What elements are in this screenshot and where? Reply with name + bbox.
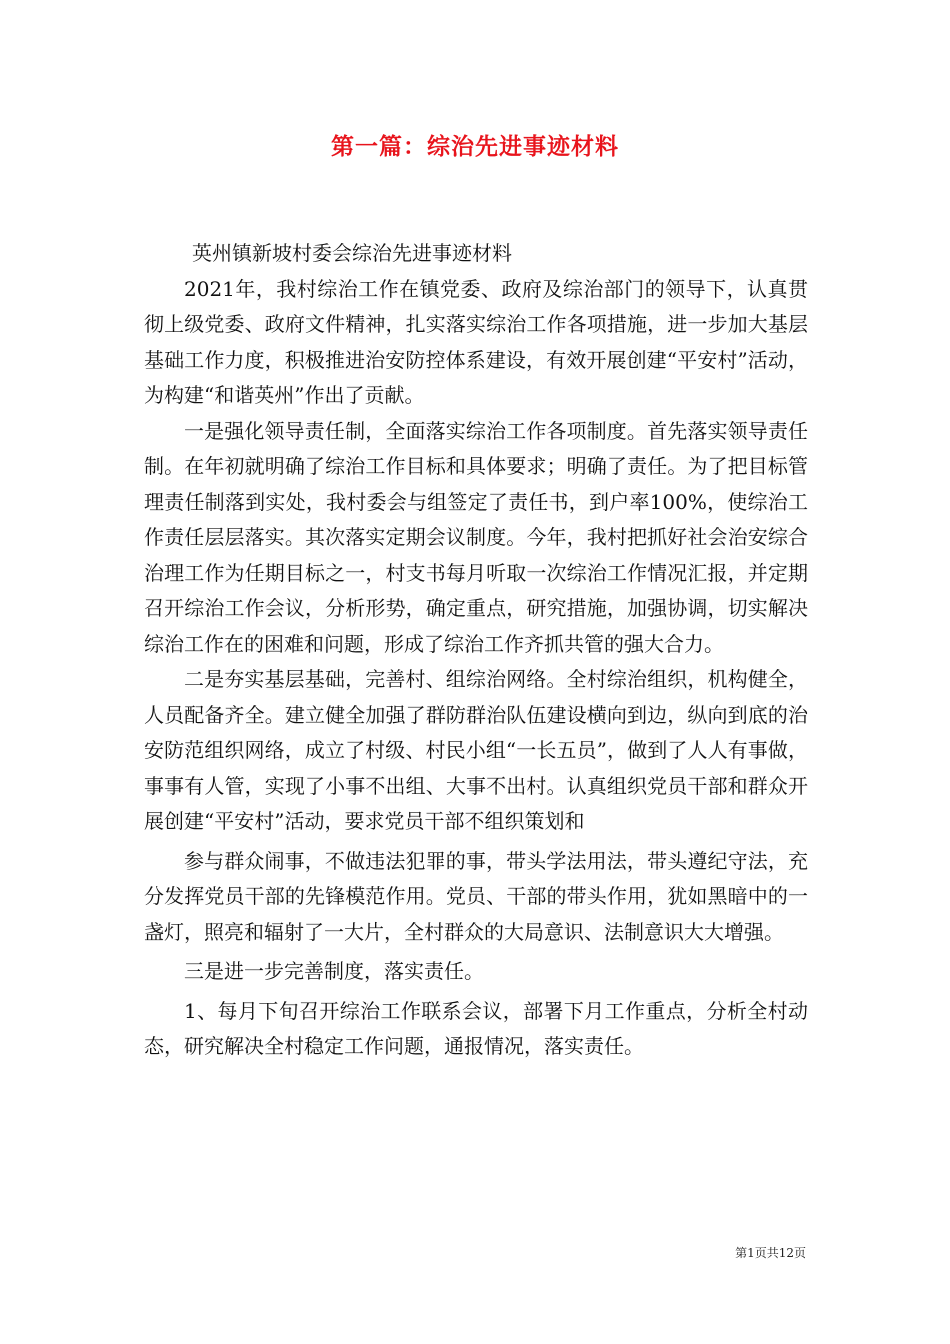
paragraph-party-members: 参与群众闹事，不做违法犯罪的事，带头学法用法，带头遵纪守法，充分发挥党员干部的先锋模范作用。党员、干部的带头作用，犹如黑暗中的一盏灯，照亮和辐射了一大片，全村群众的大局意识、法制意识大大增强。 (144, 848, 808, 944)
paragraph-monthly-meeting: 1、每月下旬召开综治工作联系会议，部署下月工作重点，分析全村动态，研究解决全村稳定工作问题，通报情况，落实责任。 (144, 998, 808, 1058)
paragraph-system: 三是进一步完善制度，落实责任。 (184, 959, 484, 983)
paragraph-leadership: 一是强化领导责任制，全面落实综治工作各项制度。首先落实领导责任制。在年初就明确了综治工作目标和具体要求；明确了责任。为了把目标管理责任制落到实处，我村委会与组签定了责任书，到户率100%，使综治工作责任层层落实。其次落实定期会议制度。今年，我村把抓好社会治安综合治理工作为任期目标之一，村支书每月听取一次综治工作情况汇报，并定期召开综治工作会议，分析形势，确定重点，研究措施，加强协调，切实解决综治工作在的困难和问题，形成了综治工作齐抓共管的强大合力。 (144, 418, 808, 656)
document-title: 第一篇：综治先进事迹材料 (331, 133, 619, 160)
document-body (144, 236, 808, 1065)
page-number: 第1页共12页 (735, 1246, 806, 1260)
paragraph-grassroots: 二是夯实基层基础，完善村、组综治网络。全村综治组织，机构健全，人员配备齐全。建立健全加强了群防群治队伍建设横向到边，纵向到底的治安防范组织网络，成立了村级、村民小组“一长五员”，做到了人人有事做，事事有人管，实现了小事不出组、大事不出村。认真组织党员干部和群众开展创建“平安村”活动，要求党员干部不组织策划和 (144, 667, 808, 833)
paragraph-intro: 2021年，我村综治工作在镇党委、政府及综治部门的领导下，认真贯彻上级党委、政府文件精神，扎实落实综治工作各项措施，进一步加大基层基础工作力度，积极推进治安防控体系建设，有效开展创建“平安村”活动，为构建“和谐英州”作出了贡献。 (144, 276, 808, 407)
document-subtitle: 英州镇新坡村委会综治先进事迹材料 (192, 241, 512, 265)
